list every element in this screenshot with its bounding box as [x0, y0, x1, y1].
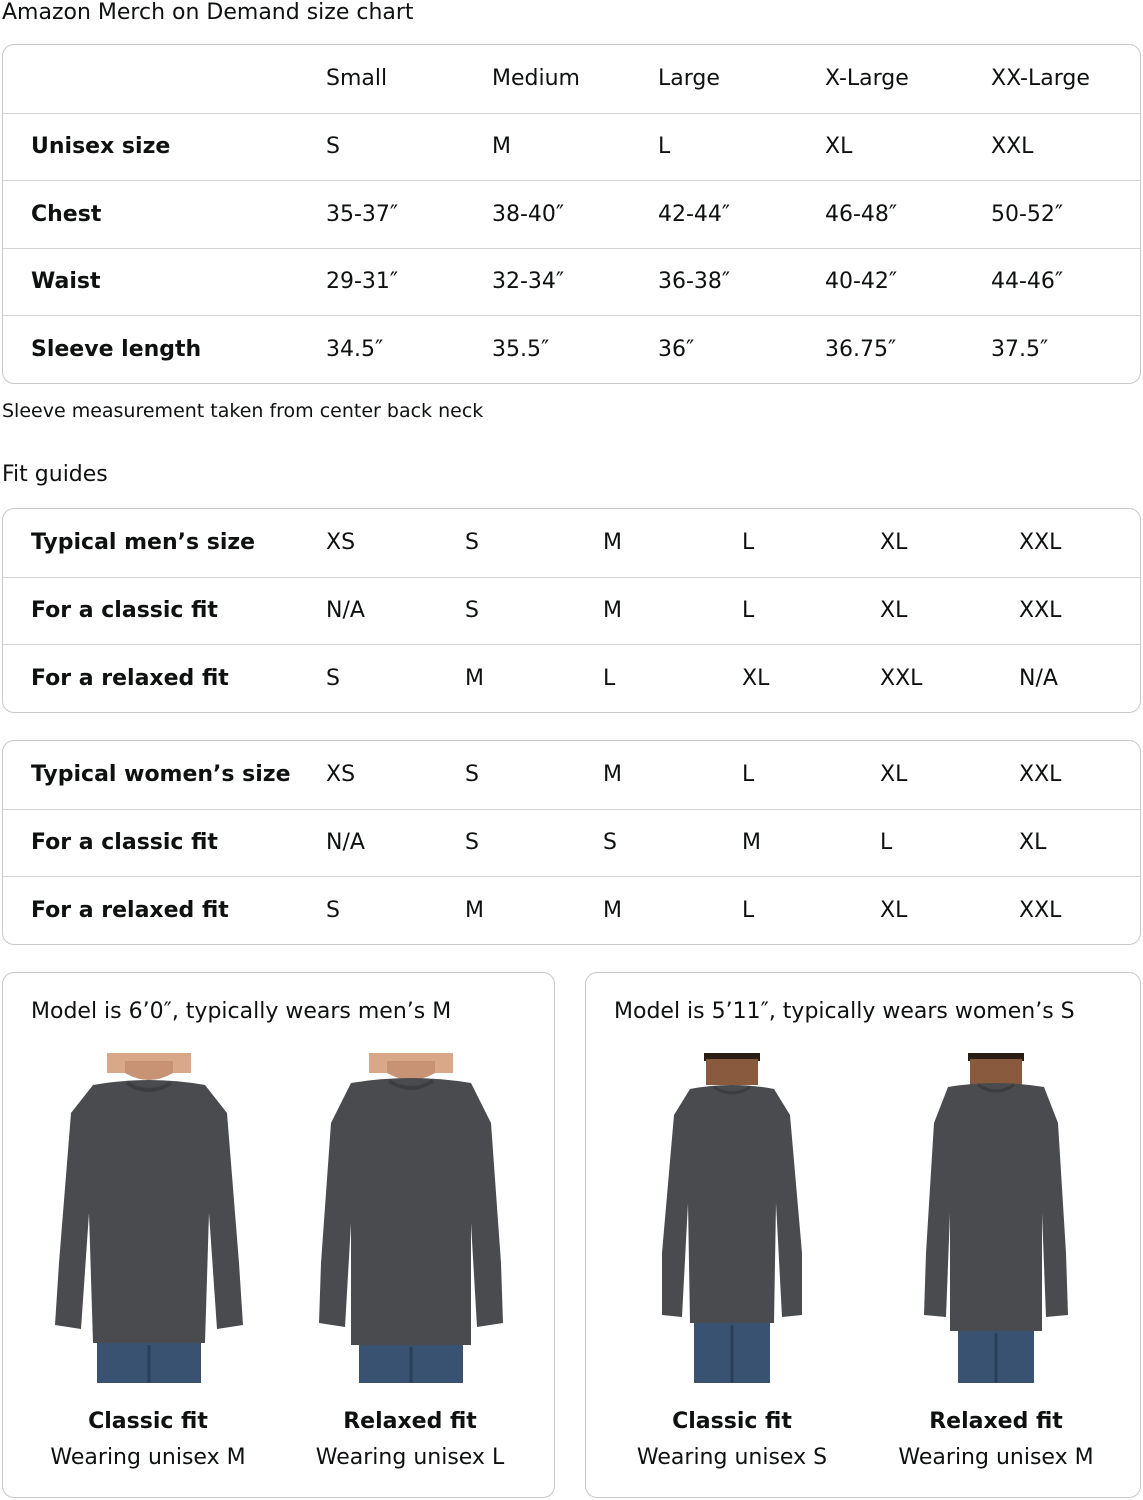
wearing-label: Wearing unisex L: [315, 1445, 505, 1470]
table-cell: XS: [326, 762, 356, 788]
wearing-label: Wearing unisex S: [636, 1445, 828, 1470]
table-cell: S: [603, 830, 617, 856]
table-cell: L: [880, 830, 893, 856]
size-chart-header-row: [3, 45, 1140, 113]
table-cell: XXL: [991, 134, 1034, 160]
table-cell: XL: [1019, 830, 1047, 856]
table-cell: M: [603, 762, 622, 788]
table-cell: L: [742, 530, 755, 556]
table-cell: XL: [880, 897, 908, 923]
table-cell: 35.5″: [492, 336, 550, 362]
table-cell: XS: [326, 530, 356, 556]
table-cell: 46-48″: [825, 201, 898, 227]
wearing-label: Wearing unisex M: [50, 1445, 246, 1470]
fit-label: Classic fit: [672, 1409, 792, 1434]
womens-relaxed-fit-photo: [886, 1053, 1106, 1383]
table-cell: 37.5″: [991, 336, 1049, 362]
table-cell: S: [326, 897, 340, 923]
fit-label: Classic fit: [88, 1409, 208, 1434]
table-cell: L: [742, 598, 755, 624]
table-cell: 42-44″: [658, 201, 731, 227]
table-cell: N/A: [326, 598, 365, 624]
row-label-chest: Chest: [31, 201, 102, 227]
table-cell: L: [742, 762, 755, 788]
table-cell: M: [603, 598, 622, 624]
table-cell: 50-52″: [991, 201, 1064, 227]
mens-relaxed-fit-photo: [301, 1053, 521, 1383]
table-row: [3, 876, 1140, 944]
table-cell: 36″: [658, 336, 695, 362]
row-label-waist: Waist: [31, 269, 101, 295]
mens-model-title: Model is 6’0″, typically wears men’s M: [31, 999, 452, 1024]
table-row: [3, 113, 1140, 181]
mens-fit-guide-table: [2, 508, 1141, 713]
mens-classic-fit-photo: [39, 1053, 259, 1383]
table-row: [3, 248, 1140, 316]
womens-model-title: Model is 5’11″, typically wears women’s S: [614, 999, 1075, 1024]
table-row: [3, 809, 1140, 877]
table-cell: XXL: [880, 665, 923, 691]
table-cell: S: [465, 830, 479, 856]
mens-model-panel: [2, 972, 555, 1498]
row-label-unisex-size: Unisex size: [31, 134, 171, 160]
table-cell: M: [603, 530, 622, 556]
table-cell: S: [465, 598, 479, 624]
table-row: [3, 644, 1140, 712]
womens-fit-guide-table: [2, 740, 1141, 945]
table-cell: N/A: [1019, 665, 1058, 691]
table-cell: S: [326, 134, 340, 160]
row-label-typical-womens-size: Typical women’s size: [31, 762, 291, 788]
row-label-sleeve-length: Sleeve length: [31, 336, 202, 362]
womens-classic-fit-photo: [622, 1053, 842, 1383]
table-cell: N/A: [326, 830, 365, 856]
table-row: [3, 509, 1140, 577]
table-cell: 38-40″: [492, 201, 565, 227]
table-cell: 32-34″: [492, 269, 565, 295]
table-cell: M: [492, 134, 511, 160]
table-cell: 29-31″: [326, 269, 399, 295]
table-row: [3, 577, 1140, 645]
size-chart-title: Amazon Merch on Demand size chart: [2, 0, 414, 25]
row-label-classic-fit: For a classic fit: [31, 830, 218, 856]
table-cell: 44-46″: [991, 269, 1064, 295]
table-cell: L: [658, 134, 671, 160]
table-cell: XL: [825, 134, 853, 160]
fit-label: Relaxed fit: [343, 1409, 477, 1434]
table-cell: M: [465, 665, 484, 691]
table-row: [3, 180, 1140, 248]
fit-guides-title: Fit guides: [2, 462, 108, 487]
table-cell: M: [603, 897, 622, 923]
table-cell: S: [465, 762, 479, 788]
wearing-label: Wearing unisex M: [898, 1445, 1094, 1470]
row-label-relaxed-fit: For a relaxed fit: [31, 897, 229, 923]
table-row: [3, 315, 1140, 383]
header-xx-large: XX-Large: [991, 66, 1090, 92]
table-cell: S: [326, 665, 340, 691]
table-cell: 34.5″: [326, 336, 384, 362]
header-x-large: X-Large: [825, 66, 909, 92]
header-large: Large: [658, 66, 720, 92]
table-cell: 36-38″: [658, 269, 731, 295]
table-cell: M: [465, 897, 484, 923]
table-cell: XXL: [1019, 762, 1062, 788]
table-cell: S: [465, 530, 479, 556]
womens-model-panel: [585, 972, 1141, 1498]
table-cell: M: [742, 830, 761, 856]
table-cell: XXL: [1019, 897, 1062, 923]
header-small: Small: [326, 66, 388, 92]
row-label-typical-mens-size: Typical men’s size: [31, 530, 256, 556]
table-row: [3, 741, 1140, 809]
table-cell: XXL: [1019, 598, 1062, 624]
table-cell: XL: [880, 530, 908, 556]
table-cell: L: [742, 897, 755, 923]
table-cell: XL: [880, 598, 908, 624]
row-label-classic-fit: For a classic fit: [31, 598, 218, 624]
table-cell: 36.75″: [825, 336, 897, 362]
size-chart-table: [2, 44, 1141, 384]
sleeve-measurement-note: Sleeve measurement taken from center back neck: [2, 400, 484, 422]
fit-label: Relaxed fit: [929, 1409, 1063, 1434]
table-cell: 40-42″: [825, 269, 898, 295]
table-cell: 35-37″: [326, 201, 399, 227]
header-medium: Medium: [492, 66, 580, 92]
table-cell: XL: [880, 762, 908, 788]
table-cell: XL: [742, 665, 770, 691]
table-cell: XXL: [1019, 530, 1062, 556]
row-label-relaxed-fit: For a relaxed fit: [31, 665, 229, 691]
table-cell: L: [603, 665, 616, 691]
